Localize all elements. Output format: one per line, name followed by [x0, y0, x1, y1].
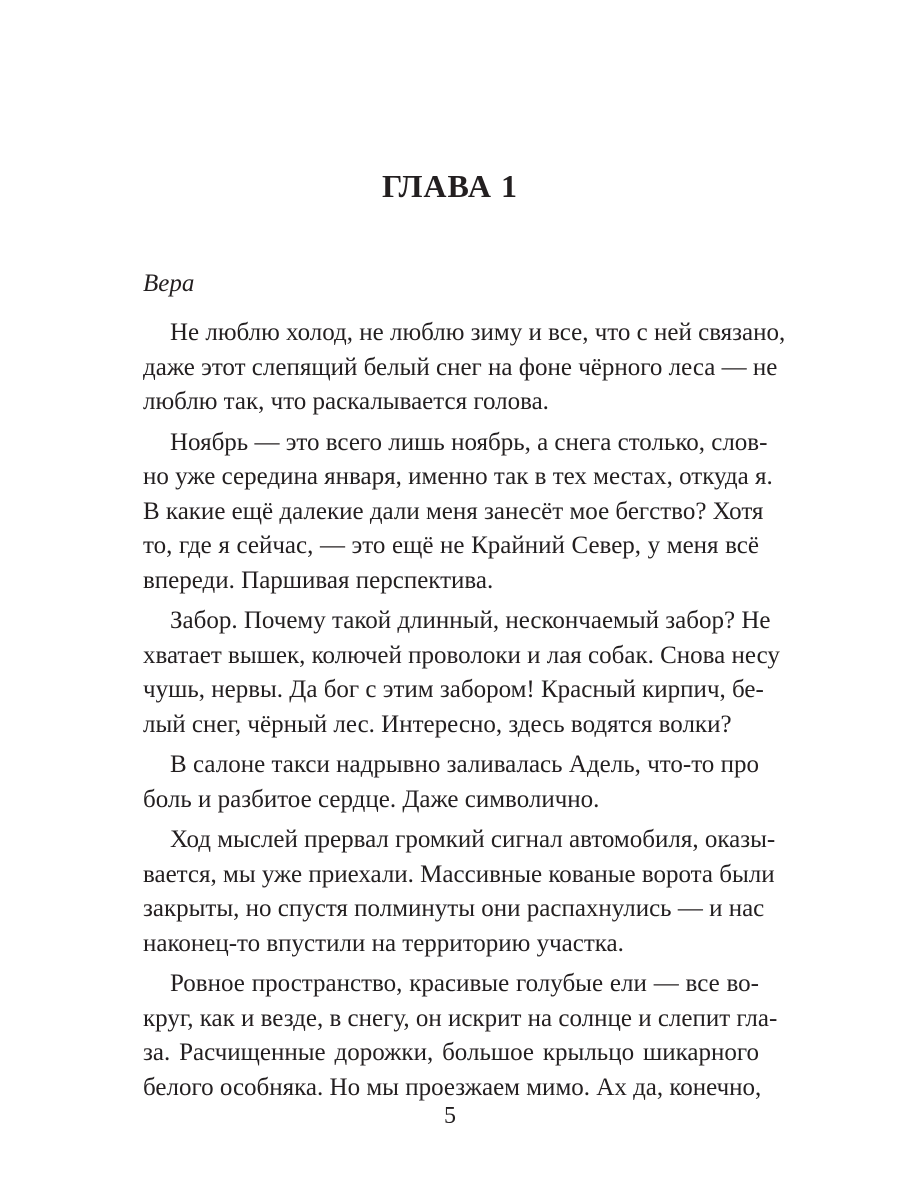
text-line: лый снег, чёрный лес. Интересно, здесь водятся волки? — [143, 710, 732, 738]
text-line: В салоне такси надрывно заливалась Адель, что-то про — [170, 751, 759, 778]
paragraph — [143, 823, 776, 967]
narrator-name: Вера — [143, 270, 195, 297]
chapter-title: ГЛАВА 1 — [382, 168, 518, 204]
paragraph — [143, 604, 780, 748]
text-line: за. Расчищенные дорожки, большое крыльцо шикарного — [143, 1039, 759, 1066]
text-line: закрыты, но спустя полминуты они распахнулись — и нас — [143, 895, 765, 922]
text-line: Не люблю холод, не люблю зиму и все, что с ней связано, — [170, 319, 786, 346]
paragraph — [143, 316, 786, 426]
text-line: круг, как и везде, в снегу, он искрит на солнце и слепит гла- — [143, 1004, 778, 1032]
text-line: люблю так, что раскалывается голова. — [143, 388, 549, 415]
text-line: Ноябрь — это всего лишь ноябрь, а снега столько, слов- — [170, 428, 768, 456]
text-line: Забор. Почему такой длинный, нескончаемый забор? Не — [170, 607, 771, 634]
paragraph — [143, 748, 759, 823]
text-line: даже этот слепящий белый снег на фоне чёрного леса — не — [143, 353, 778, 381]
page-number: 5 — [444, 1103, 456, 1129]
text-line: белого особняка. Но мы проезжаем мимо. Ах да, конечно, — [143, 1073, 762, 1101]
text-line: Ход мыслей прервал громкий сигнал автомобиля, оказы- — [170, 826, 776, 853]
text-line: В какие ещё далекие дали меня занесёт мое бегство? Хотя — [143, 497, 764, 525]
text-line: впереди. Паршивая перспектива. — [143, 566, 494, 594]
text-line: но уже середина января, именно так в тех местах, откуда я. — [143, 463, 773, 490]
text-line: вается, мы уже приехали. Массивные кованые ворота были — [143, 860, 775, 888]
text-line: хватает вышек, колючей проволоки и лая собак. Снова несу — [143, 641, 780, 669]
paragraph — [143, 967, 778, 1105]
text-line: боль и разбитое сердце. Даже символично. — [143, 785, 600, 813]
text-line: чушь, нервы. Да бог с этим забором! Красный кирпич, бе- — [143, 676, 764, 703]
text-line: Ровное пространство, красивые голубые ели — все во- — [170, 970, 759, 997]
text-line: то, где я сейчас, — это ещё не Крайний Север, у меня всё — [143, 532, 759, 559]
paragraph — [143, 426, 773, 605]
body-text — [143, 316, 786, 1105]
text-line: наконец-то впустили на территорию участка. — [143, 929, 624, 957]
